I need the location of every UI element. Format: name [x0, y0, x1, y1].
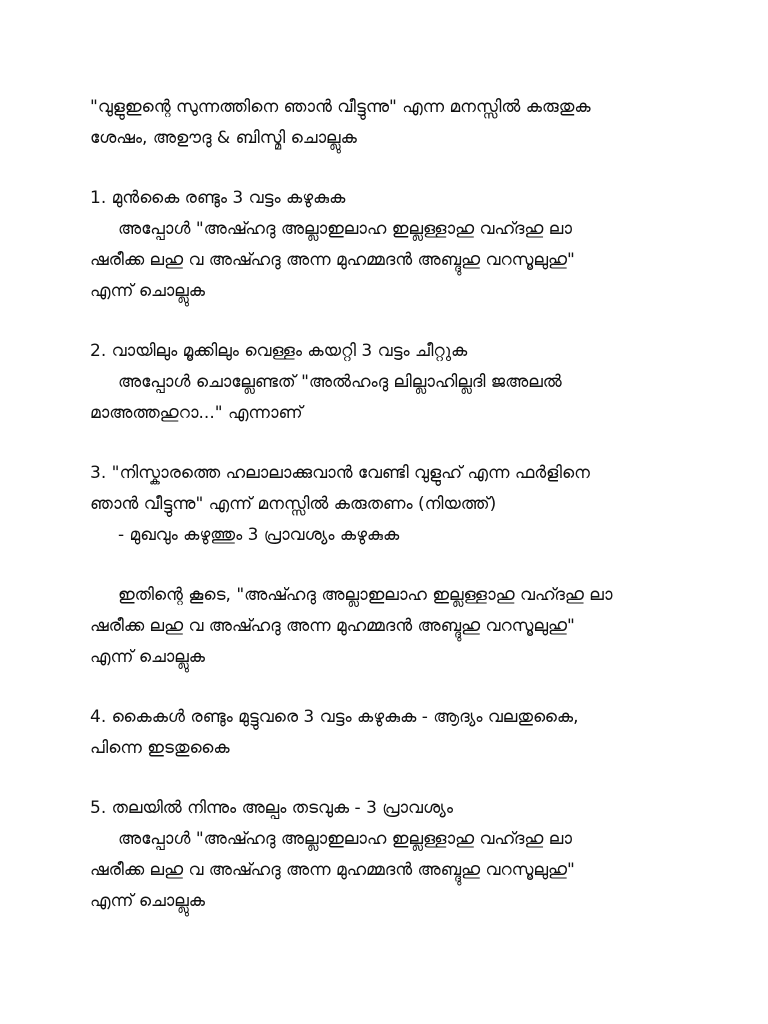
paragraph-gap	[90, 154, 690, 183]
intro-paragraph	[90, 92, 690, 154]
paragraph-gap	[90, 551, 690, 580]
step-text: - മുഖവും കഴുത്തും 3 പ്രാവശ്യം കഴുകുക	[118, 525, 400, 545]
step-text: എന്ന് ചൊല്ലുക	[90, 281, 206, 301]
step-heading: 3. "നിസ്കാരത്തെ ഹലാലാക്കുവാൻ വേണ്ടി വുളുഹ് എന്ന ഫർളിനെ	[90, 463, 590, 483]
paragraph-gap	[90, 764, 690, 793]
step-text: ഇതിന്റെ കൂടെ, "അഷ്ഹദു അല്ലാഇലാഹ ഇല്ലള്ളാഹു വഹ്ദഹു ലാ	[118, 585, 613, 605]
step-heading: 1. മുൻകൈ രണ്ടും 3 വട്ടം കഴുകുക	[90, 188, 346, 208]
step-text: അപ്പോൾ "അഷ്ഹദു അല്ലാഇലാഹ ഇല്ലള്ളാഹു വഹ്ദഹു ലാ	[118, 829, 572, 849]
step-4	[90, 702, 690, 764]
step-text: അപ്പോൾ ചൊല്ലേണ്ടത് "അൽഹംദു ലില്ലാഹില്ലദി ജഅലൽ	[118, 372, 562, 392]
step-heading: 2. വായിലും മൂക്കിലും വെള്ളം കയറ്റി 3 വട്ടം ചീറ്റുക	[90, 341, 468, 361]
step-text: പിന്നെ ഇടതുകൈ	[90, 738, 230, 758]
step-text: ഷരീക്ക ലഹു വ അഷ്ഹദു അന്ന മുഹമ്മദൻ അബ്ദുഹു വറസൂലുഹു"	[90, 860, 575, 880]
step-2	[90, 336, 690, 429]
paragraph-gap	[90, 307, 690, 336]
step-text: അപ്പോൾ "അഷ്ഹദു അല്ലാഇലാഹ ഇല്ലള്ളാഹു വഹ്ദഹു ലാ	[118, 219, 572, 239]
step-text: മാഅത്തഹുറാ..." എന്നാണ്	[90, 403, 303, 423]
step-text: ഷരീക്ക ലഹു വ അഷ്ഹദു അന്ന മുഹമ്മദൻ അബ്ദുഹു വറസൂലുഹു"	[90, 250, 575, 270]
step-heading: 4. കൈകൾ രണ്ടും മുട്ടുവരെ 3 വട്ടം കഴുകുക - ആദ്യം വലതുകൈ,	[90, 707, 579, 727]
step-text: എന്ന് ചൊല്ലുക	[90, 891, 206, 911]
intro-line: ശേഷം, അഊദു & ബിസ്മി ചൊല്ലുക	[90, 128, 357, 148]
paragraph-gap	[90, 673, 690, 702]
step-1	[90, 183, 690, 307]
intro-line: "വുളുഇന്റെ സുന്നത്തിനെ ഞാൻ വീട്ടുന്നു" എന്ന മനസ്സിൽ കരുതുക	[90, 97, 591, 117]
step-text: ഞാൻ വീട്ടുന്നു" എന്ന് മനസ്സിൽ കരുതണം (നിയത്ത്)	[90, 494, 497, 514]
paragraph-gap	[90, 429, 690, 458]
document-page	[90, 92, 690, 917]
step-text: എന്ന് ചൊല്ലുക	[90, 647, 206, 667]
step-5	[90, 793, 690, 917]
step-text: ഷരീക്ക ലഹു വ അഷ്ഹദു അന്ന മുഹമ്മദൻ അബ്ദുഹു വറസൂലുഹു"	[90, 616, 575, 636]
step-heading: 5. തലയിൽ നിന്നും അല്പം തടവുക - 3 പ്രാവശ്യം	[90, 798, 453, 818]
step-3	[90, 458, 690, 673]
